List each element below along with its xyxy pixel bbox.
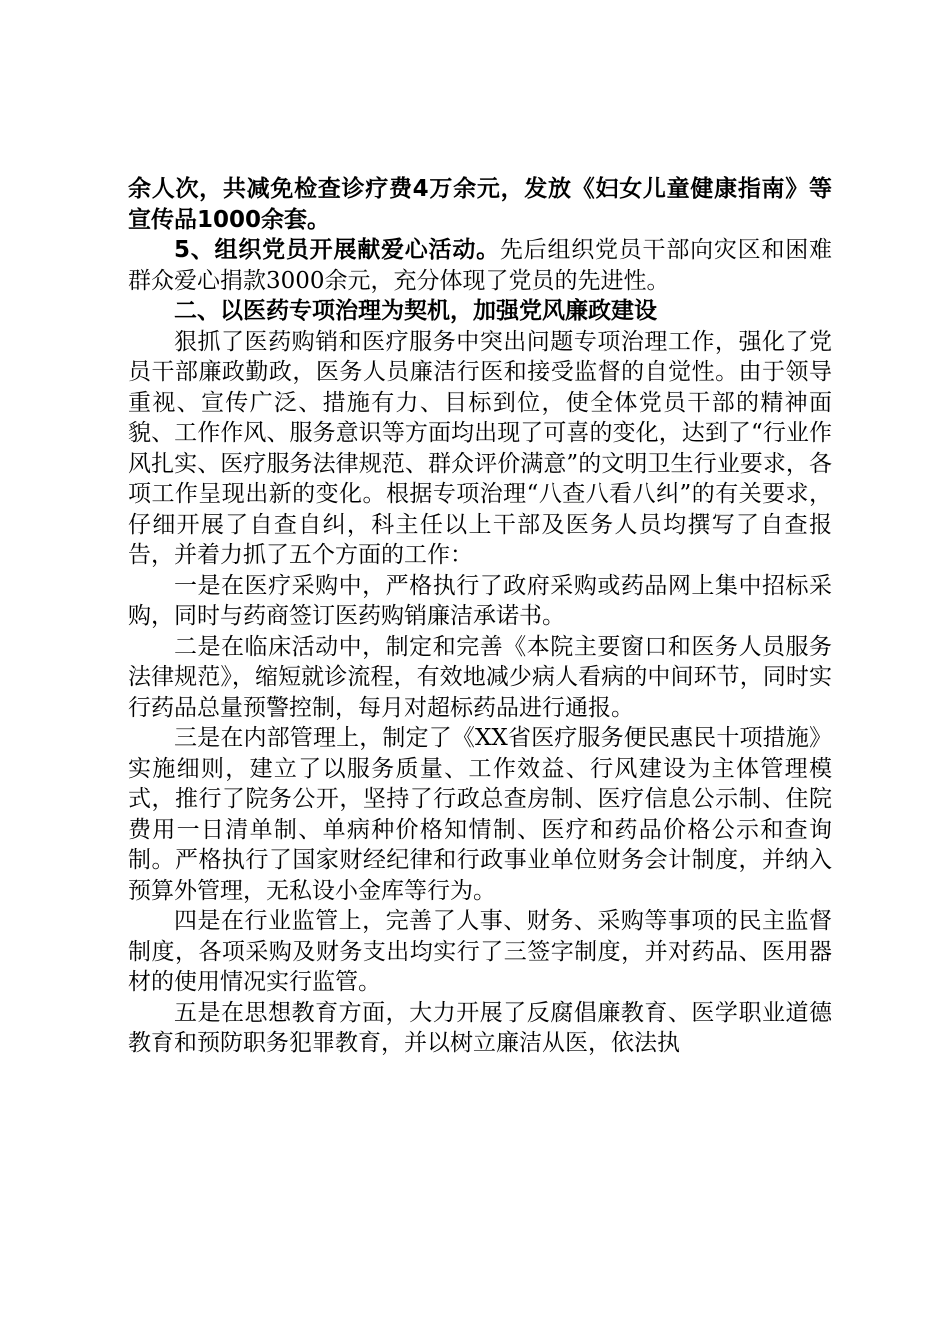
point-1: 一是在医疗采购中，严格执行了政府采购或药品网上集中招标采购，同时与药商签订医药购销廉洁承诺书。	[128, 572, 832, 629]
paragraph-continuation: 余人次，共减免检查诊疗费4万余元，发放《妇女儿童健康指南》等宣传品1000余套。	[128, 176, 832, 233]
document-body	[128, 174, 832, 1059]
section-2-intro: 狠抓了医药购销和医疗服务中突出问题专项治理工作，强化了党员干部廉政勤政，医务人员廉洁行医和接受监督的自觉性。由于领导重视、宣传广泛、措施有力、目标到位，使全体党员干部的精神面貌、工作作风、服务意识等方面均出现了可喜的变化，达到了“行业作风扎实、医疗服务法律规范、群众评价满意”的文明卫生行业要求，各项工作呈现出新的变化。根据专项治理“八查八看八纠”的有关要求，仔细开展了自查自纠，科主任以上干部及医务人员均撰写了自查报告，并着力抓了五个方面的工作：	[128, 328, 832, 568]
section-2-heading: 二、以医药专项治理为契机，加强党风廉政建设	[174, 298, 657, 324]
paragraph-item-5	[128, 235, 832, 296]
point-2: 二是在临床活动中，制定和完善《本院主要窗口和医务人员服务法律规范》，缩短就诊流程，有效地减少病人看病的中间环节，同时实行药品总量预警控制，每月对超标药品进行通报。	[128, 633, 832, 721]
item-5-body: 先后组织党员干部向灾区和困难群众爱心捐款3000余元，充分体现了党员的先进性。	[128, 237, 832, 294]
point-4: 四是在行业监管上，完善了人事、财务、采购等事项的民主监督制度，各项采购及财务支出均实行了三签字制度，并对药品、医用器材的使用情况实行监管。	[128, 908, 832, 995]
point-3: 三是在内部管理上，制定了《XX省医疗服务便民惠民十项措施》实施细则，建立了以服务质量、工作效益、行风建设为主体管理模式，推行了院务公开，坚持了行政总查房制、医疗信息公示制、住院费用一日清单制、单病种价格知情制、医疗和药品价格公示和查询制。严格执行了国家财经纪律和行政事业单位财务会计制度，并纳入预算外管理，无私设小金库等行为。	[128, 725, 832, 904]
point-5: 五是在思想教育方面，大力开展了反腐倡廉教育、医学职业道德教育和预防职务犯罪教育，并以树立廉洁从医，依法执	[128, 999, 832, 1056]
item-5-lead: 5、组织党员开展献爱心活动。	[174, 237, 500, 263]
